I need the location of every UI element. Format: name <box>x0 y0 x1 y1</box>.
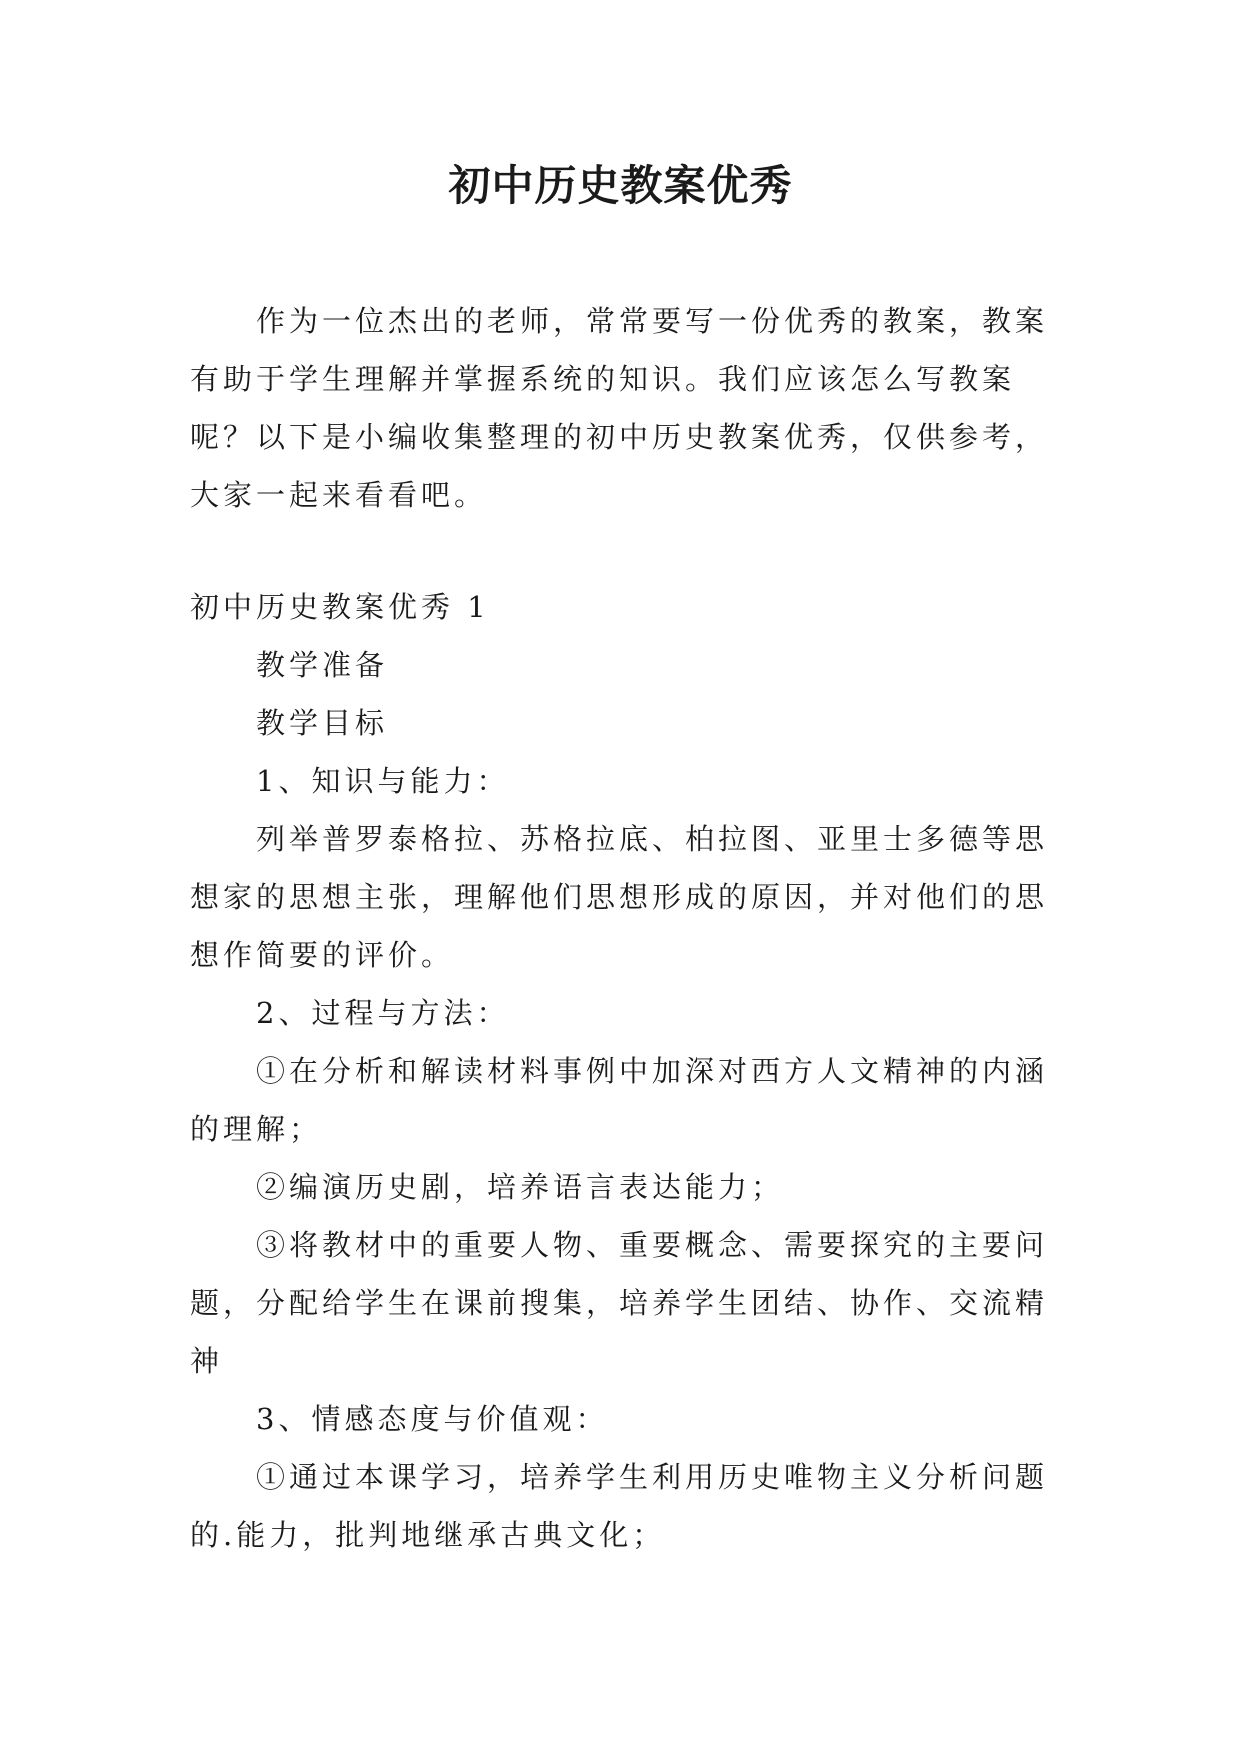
document-title: 初中历史教案优秀 <box>448 161 793 210</box>
paragraph-process-item-3: ③将教材中的重要人物、重要概念、需要探究的主要问题，分配给学生在课前搜集，培养学生团结、协作、交流精神 <box>190 1228 1049 1378</box>
paragraph-values-item-1: ①通过本课学习，培养学生利用历史唯物主义分析问题的.能力，批判地继承古典文化； <box>190 1460 1049 1552</box>
section-title: 初中历史教案优秀 1 <box>190 590 490 624</box>
paragraph-teaching-preparation: 教学准备 <box>256 648 389 682</box>
paragraph-teaching-objectives: 教学目标 <box>256 706 389 740</box>
paragraph-knowledge-body: 列举普罗泰格拉、苏格拉底、柏拉图、亚里士多德等思想家的思想主张，理解他们思想形成的原因，并对他们的思想作简要的评价。 <box>190 822 1049 972</box>
paragraph-values-heading: 3、情感态度与价值观： <box>256 1402 609 1436</box>
paragraph-process-item-2: ②编演历史剧，培养语言表达能力； <box>256 1170 785 1204</box>
intro-paragraph: 作为一位杰出的老师，常常要写一份优秀的教案，教案有助于学生理解并掌握系统的知识。我们应该怎么写教案呢？以下是小编收集整理的初中历史教案优秀，仅供参考，大家一起来看看吧。 <box>190 304 1049 512</box>
section-content <box>190 578 1048 1564</box>
paragraph-process-item-1: ①在分析和解读材料事例中加深对西方人文精神的内涵的理解； <box>190 1054 1049 1146</box>
paragraph-knowledge-heading: 1、知识与能力： <box>256 764 510 798</box>
paragraph-process-heading: 2、过程与方法： <box>256 996 510 1030</box>
